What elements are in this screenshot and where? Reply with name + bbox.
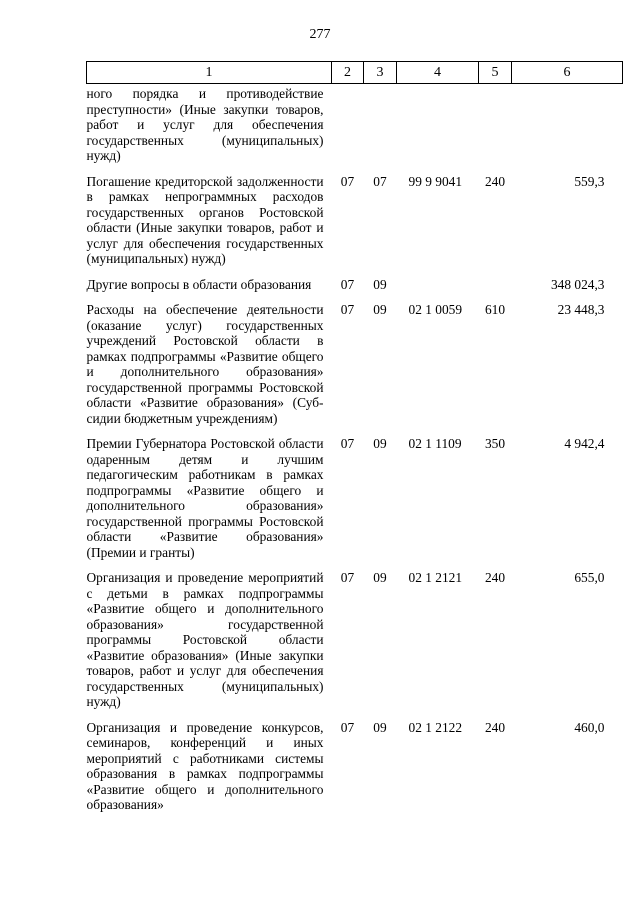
row-description: Организация и проведение конкурсов, семинаров, конференций и иных мероприятий с работниками системы образования в рамках подпрограммы «Развитие общего и дополнительного образования»	[86, 719, 324, 812]
row-target-code	[397, 277, 479, 303]
table-row	[87, 277, 623, 303]
column-header-1: 1	[87, 62, 332, 84]
row-description: Расходы на обеспечение деятельности (оказание услуг) государственных учреждений Ростовской области в рамках подпрограммы «Развитие общего и дополнительного образования» государственной программы Ростовской области «Развитие образования» (Субсидии бюджетным учреждениям)	[86, 302, 324, 426]
row-expense-type	[479, 277, 512, 303]
table-row	[87, 84, 623, 174]
row-target-code: 02 1 2122	[408, 719, 463, 735]
row-description: Премии Губернатора Ростовской области одаренным детям и лучшим педагогическим работникам в рамках подпрограммы «Развитие общего и дополнительного образования» государственной программы Ростовской области «Развитие образования» (Премии и гранты)	[86, 436, 324, 560]
row-amount	[512, 84, 623, 174]
row-section: 07	[340, 570, 355, 585]
row-description: ного порядка и противодействие преступности» (Иные закупки товаров, работ и услуг для обеспечения государственных (муниципальных) нужд)	[86, 86, 324, 163]
row-amount: 23 448,3	[557, 302, 605, 317]
row-expense-type: 240	[484, 719, 506, 735]
row-expense-type: 350	[484, 436, 506, 451]
table-row	[87, 436, 623, 570]
row-expense-type: 240	[484, 570, 506, 585]
row-amount: 460,0	[574, 719, 605, 735]
row-description: Другие вопросы в области образования	[86, 276, 312, 292]
row-target-code: 02 1 1109	[408, 436, 462, 451]
row-subsection: 09	[373, 302, 387, 317]
row-section: 07	[340, 302, 355, 317]
column-header-3: 3	[364, 62, 397, 84]
row-subsection: 09	[373, 570, 387, 585]
table-row	[87, 174, 623, 277]
row-target-code: 02 1 0059	[408, 302, 463, 317]
column-header-2: 2	[332, 62, 364, 84]
row-subsection	[364, 84, 397, 174]
row-section	[332, 84, 364, 174]
table-row	[87, 570, 623, 720]
row-description: Погашение кредиторской задолженности в рамках непрограммных расходов государственных органов Ростовской области (Иные закупки товаров, работ и услуг для обеспечения государственных (муниципальных) нужд)	[86, 173, 324, 266]
row-subsection: 09	[373, 436, 387, 451]
row-expense-type: 240	[484, 173, 506, 189]
row-target-code	[397, 84, 479, 174]
row-target-code: 02 1 2121	[408, 570, 463, 585]
page-number: 277	[309, 27, 331, 42]
row-section: 07	[340, 436, 355, 451]
budget-table	[86, 61, 623, 823]
row-expense-type	[479, 84, 512, 174]
row-section: 07	[340, 276, 355, 292]
row-section: 07	[340, 719, 355, 735]
table-header-row	[87, 62, 623, 84]
column-header-5: 5	[479, 62, 512, 84]
table-row	[87, 302, 623, 436]
row-subsection: 09	[373, 719, 387, 735]
row-amount: 559,3	[574, 173, 605, 189]
row-subsection: 09	[373, 276, 387, 292]
row-expense-type: 610	[484, 302, 506, 317]
row-subsection: 07	[373, 173, 387, 189]
row-description: Организация и проведение мероприятий с детьми в рамках подпрограммы «Развитие общего и дополнительного образования» государственной программы Ростовской области «Развитие образования» (Иные закупки товаров, работ и услуг для обеспечения государственных (муниципальных) нужд)	[86, 570, 324, 709]
column-header-6: 6	[512, 62, 623, 84]
column-header-4: 4	[397, 62, 479, 84]
table-row	[87, 720, 623, 823]
row-amount: 655,0	[574, 570, 605, 585]
row-amount: 4 942,4	[564, 436, 605, 451]
row-amount: 348 024,3	[550, 276, 605, 292]
row-target-code: 99 9 9041	[408, 173, 463, 189]
row-section: 07	[340, 173, 355, 189]
